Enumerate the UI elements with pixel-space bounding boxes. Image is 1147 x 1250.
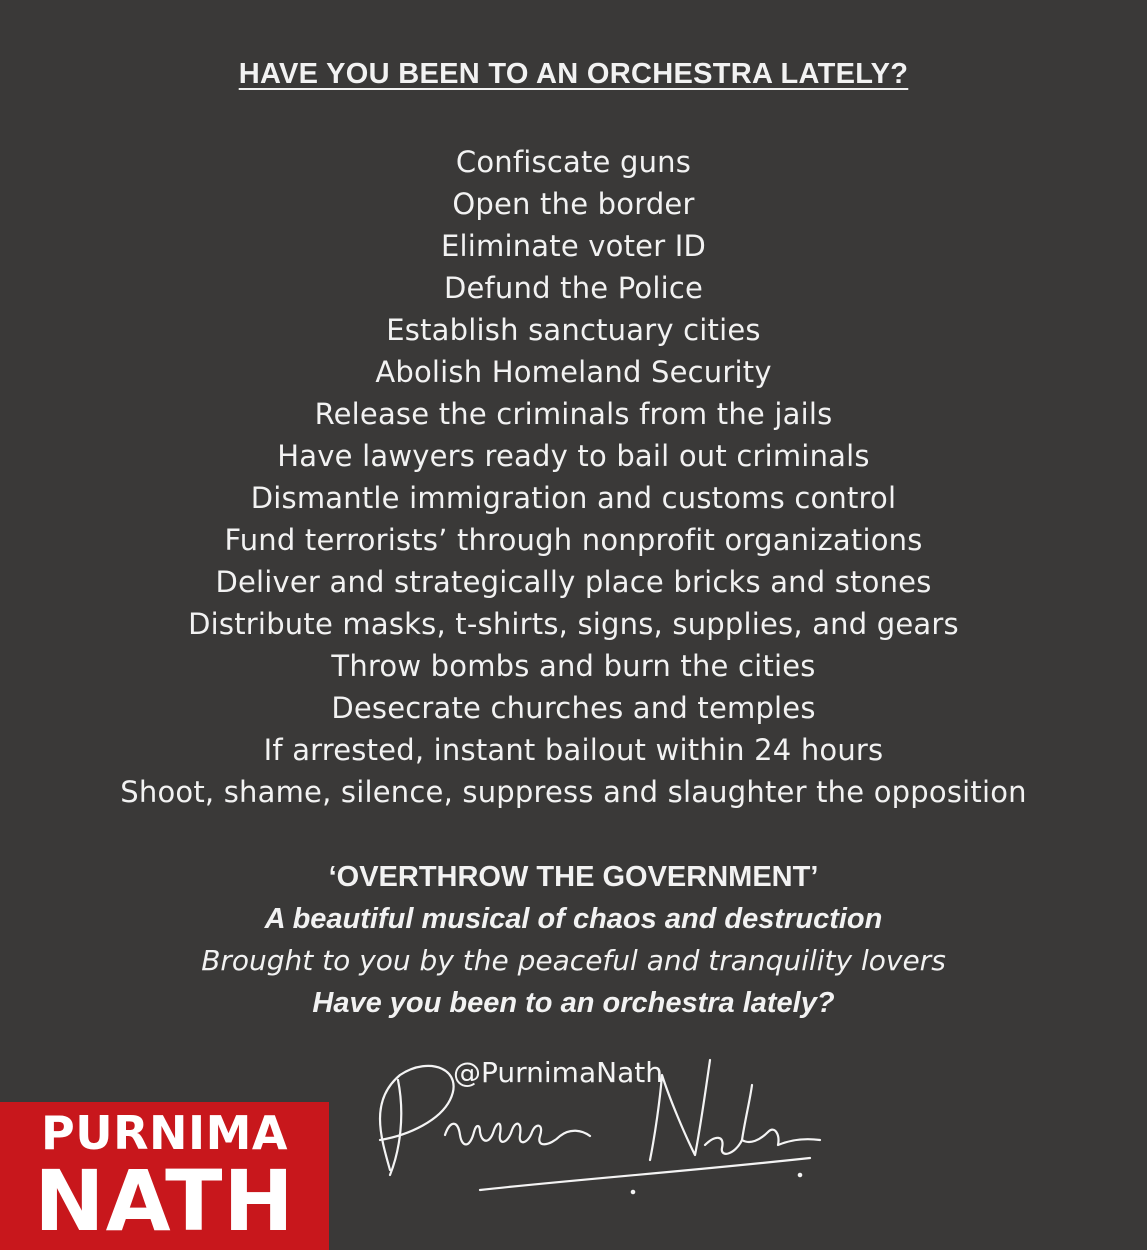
poem-line: Fund terrorists’ through nonprofit organizations — [224, 523, 923, 557]
poem-line: Distribute masks, t-shirts, signs, supplies, and gears — [188, 607, 959, 641]
poem-line: Desecrate churches and temples — [331, 691, 816, 725]
closing-block — [0, 856, 1147, 1024]
poem-line: Shoot, shame, silence, suppress and slaughter the opposition — [120, 775, 1027, 809]
closing-subtitle: A beautiful musical of chaos and destruction — [264, 903, 883, 935]
poem-line: Release the criminals from the jails — [314, 397, 833, 431]
signature-handle: @PurnimaNath — [453, 1056, 663, 1089]
poem-lines — [0, 141, 1147, 813]
poem-line: Confiscate guns — [455, 145, 692, 179]
closing-credit: Brought to you by the peaceful and tranquility lovers — [201, 944, 946, 977]
poem-line: Establish sanctuary cities — [386, 313, 761, 347]
page-title: HAVE YOU BEEN TO AN ORCHESTRA LATELY? — [238, 58, 909, 90]
poem-line: Have lawyers ready to bail out criminals — [277, 439, 870, 473]
logo-last-name: NATH — [34, 1152, 295, 1250]
poem-line: If arrested, instant bailout within 24 hours — [263, 733, 884, 767]
poem-line: Dismantle immigration and customs control — [250, 481, 897, 515]
brand-logo — [0, 1102, 329, 1250]
poem-line: Eliminate voter ID — [440, 229, 707, 263]
logo-first-name: PURNIMA — [41, 1106, 288, 1160]
poem-line: Throw bombs and burn the cities — [331, 649, 816, 683]
poem-line: Defund the Police — [443, 271, 704, 305]
closing-headline: ‘OVERTHROW THE GOVERNMENT’ — [328, 861, 819, 893]
closing-question: Have you been to an orchestra lately? — [312, 987, 835, 1019]
poem-line: Abolish Homeland Security — [375, 355, 772, 389]
poem-line: Open the border — [452, 187, 695, 221]
poem-line: Deliver and strategically place bricks and stones — [215, 565, 932, 599]
